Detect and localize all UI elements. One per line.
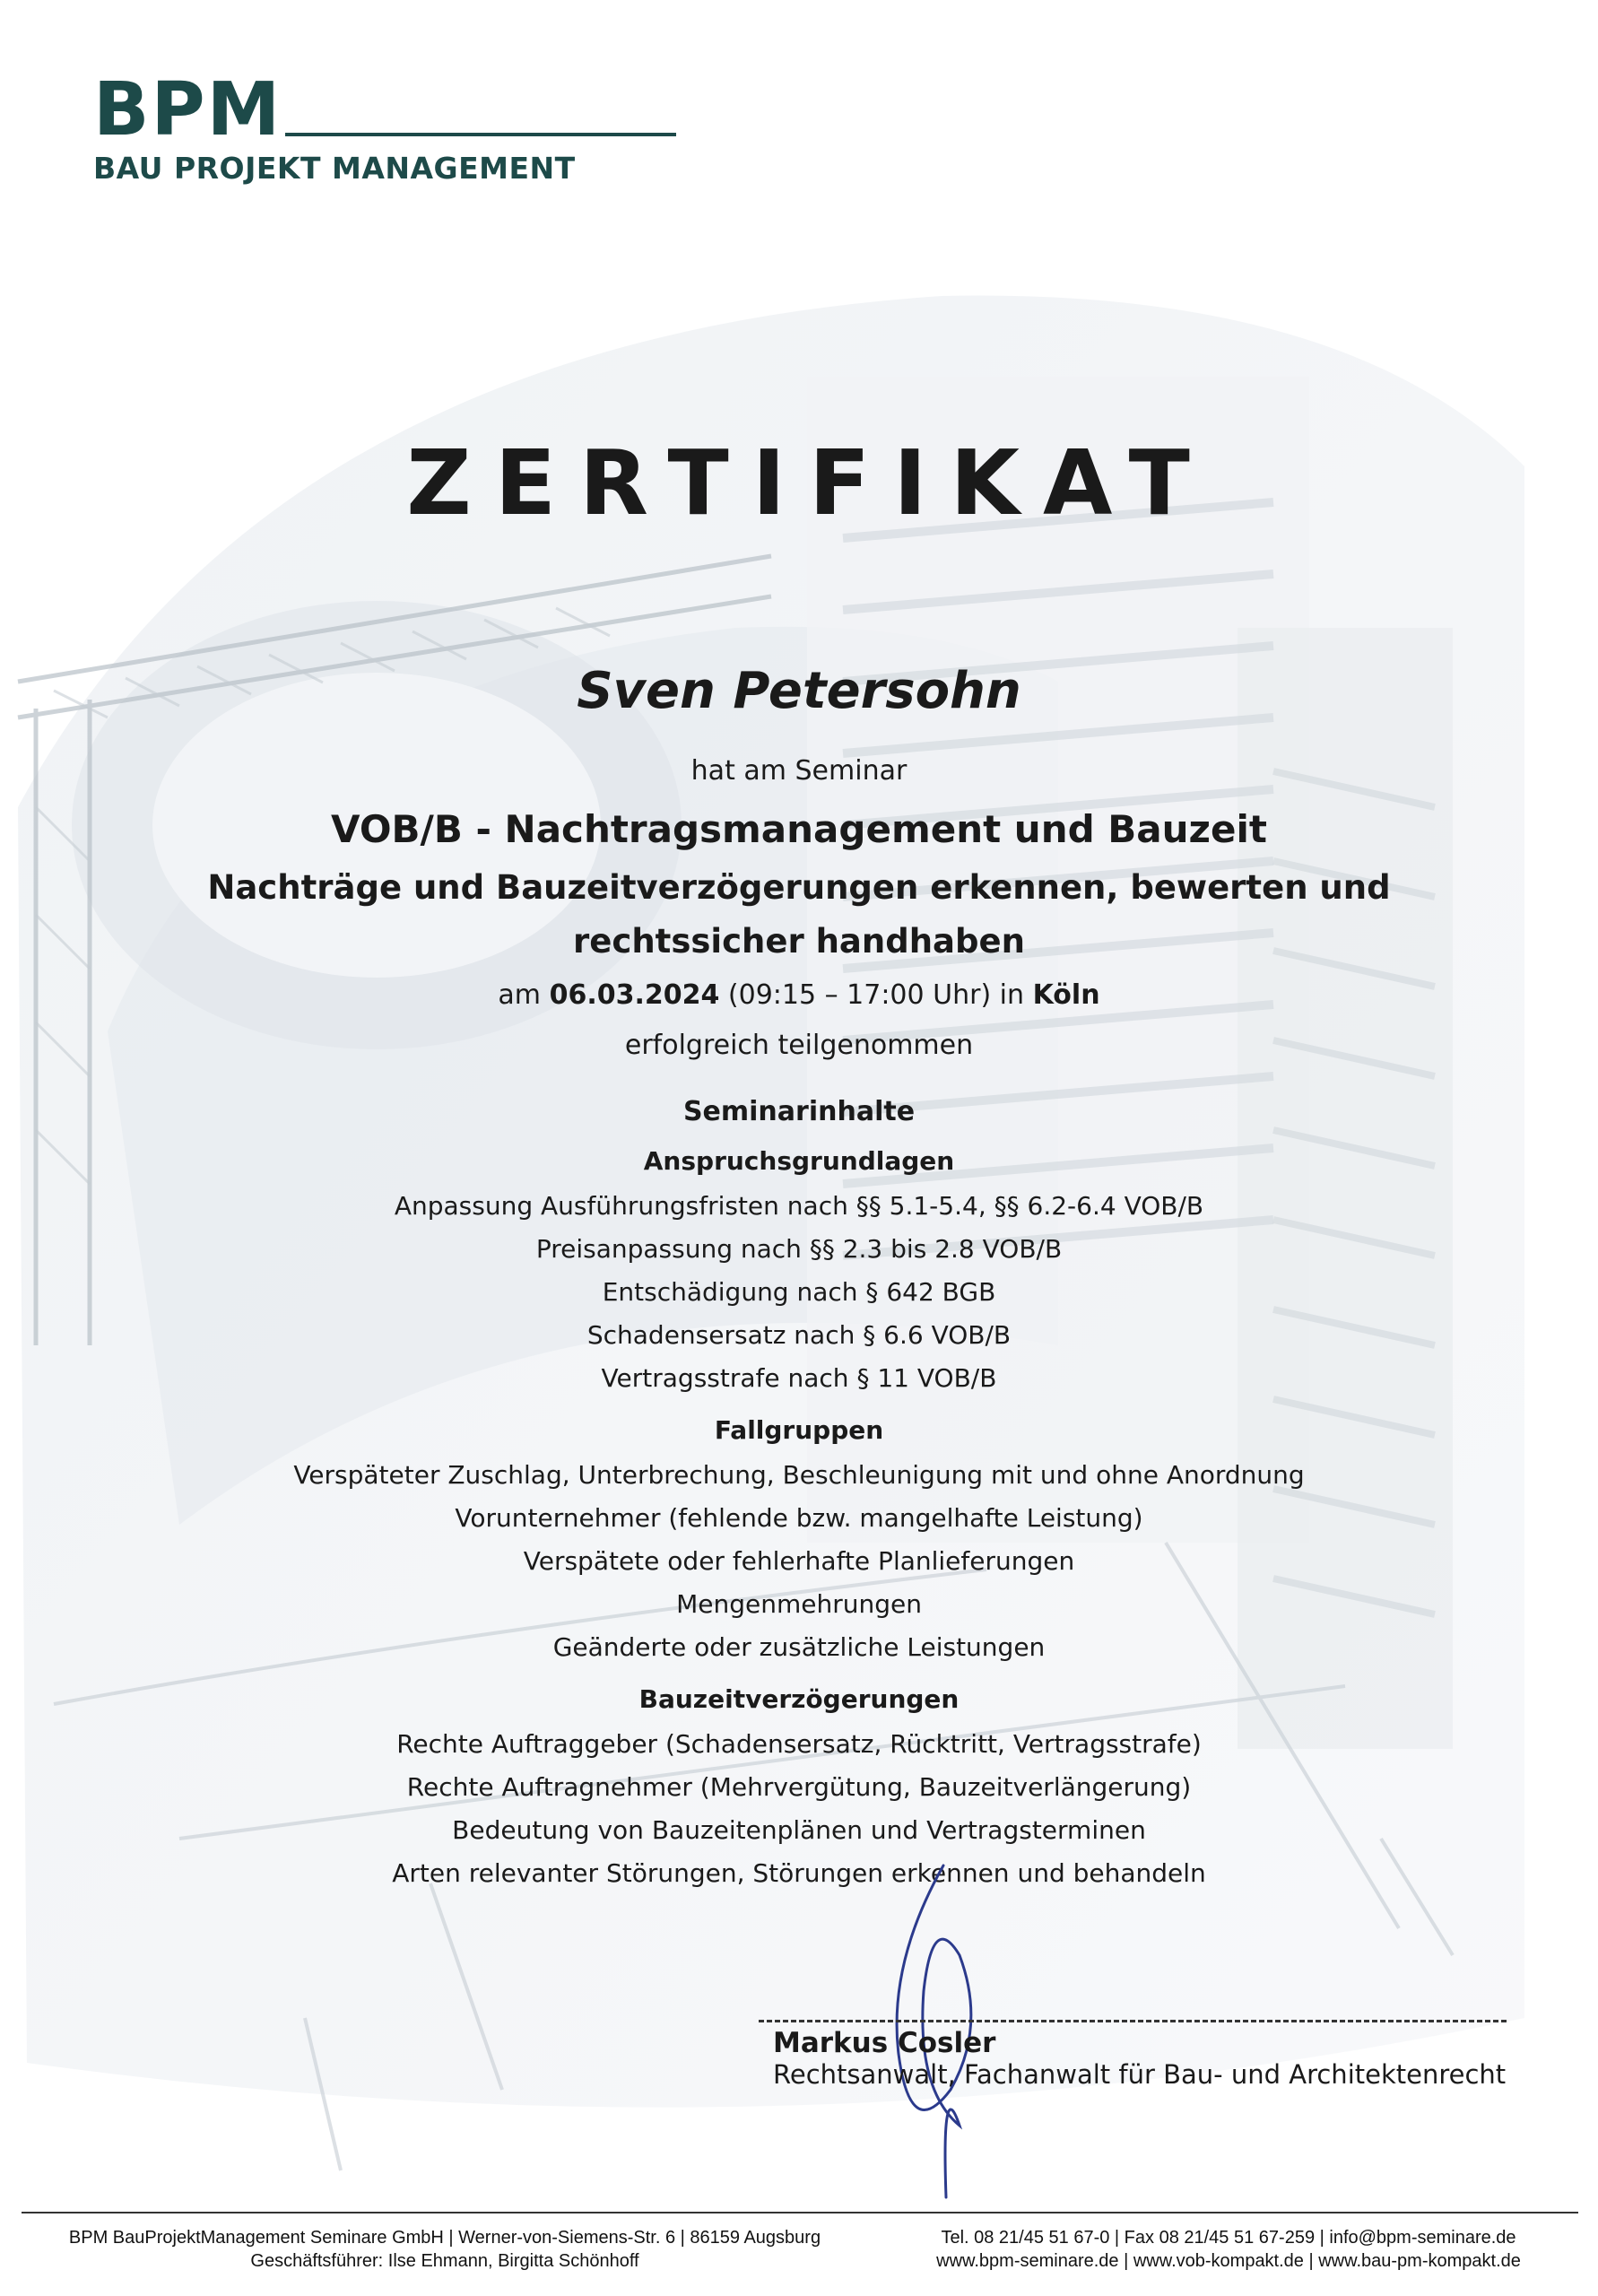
footer-company-info [32, 2226, 857, 2273]
list-item: Vertragsstrafe nach § 11 VOB/B [601, 1363, 997, 1393]
outro-text: erfolgreich teilgenommen [624, 1030, 974, 1061]
section-heading: Fallgruppen [714, 1415, 884, 1445]
signatory-name: Markus Cosler [773, 2027, 996, 2059]
footer-address: BPM BauProjektManagement Seminare GmbH | Werner-von-Siemens-Str. 6 | 86159 Augsburg [68, 2228, 821, 2248]
company-logo [93, 67, 576, 186]
footer-managers: Geschäftsführer: Ilse Ehmann, Birgitta Schönhoff [250, 2251, 639, 2271]
list-item: Geänderte oder zusätzliche Leistungen [552, 1632, 1046, 1662]
seminar-city: Köln [1032, 979, 1100, 1011]
seminar-date: 06.03.2024 [549, 979, 720, 1011]
intro-text: hat am Seminar [690, 755, 908, 787]
section-heading: Bauzeitverzögerungen [638, 1684, 960, 1714]
signature-line [759, 2020, 1507, 2022]
list-item: Rechte Auftragnehmer (Mehrvergütung, Bauzeitverlängerung) [406, 1772, 1192, 1802]
list-item: Verspätete oder fehlerhafte Planlieferungen [523, 1546, 1075, 1576]
certificate-title: ZERTIFIKAT [406, 430, 1213, 535]
logo-rule [285, 133, 676, 136]
footer-contact-info [906, 2226, 1551, 2273]
list-item: Mengenmehrungen [676, 1589, 922, 1619]
list-item: Schadensersatz nach § 6.6 VOB/B [586, 1320, 1012, 1350]
date-prefix: am [498, 979, 550, 1011]
list-item: Preisanpassung nach §§ 2.3 bis 2.8 VOB/B [535, 1234, 1063, 1264]
signatory-role: Rechtsanwalt, Fachanwalt für Bau- und Architektenrecht [773, 2059, 1507, 2090]
seminar-subtitle-line1: Nachträge und Bauzeitverzögerungen erkennen, bewerten und [207, 868, 1391, 907]
list-item: Rechte Auftraggeber (Schadensersatz, Rücktritt, Vertragsstrafe) [396, 1729, 1202, 1759]
seminar-time: (09:15 – 17:00 Uhr) in [719, 979, 1033, 1011]
list-item: Arten relevanter Störungen, Störungen erkennen und behandeln [392, 1858, 1206, 1888]
seminar-date-line [0, 979, 1598, 1011]
seminar-subtitle-line2: rechtssicher handhaben [573, 922, 1025, 961]
contents-heading: Seminarinhalte [682, 1096, 916, 1127]
footer-websites: www.bpm-seminare.de | www.vob-kompakt.de | www.bau-pm-kompakt.de [936, 2251, 1521, 2271]
section-heading: Anspruchsgrundlagen [643, 1146, 955, 1176]
list-item: Vorunternehmer (fehlende bzw. mangelhafte Leistung) [455, 1503, 1143, 1533]
footer-phone-email: Tel. 08 21/45 51 67-0 | Fax 08 21/45 51 67-259 | info@bpm-seminare.de [941, 2228, 1516, 2248]
list-item: Entschädigung nach § 642 BGB [602, 1277, 996, 1307]
list-item: Bedeutung von Bauzeitenplänen und Vertragsterminen [452, 1815, 1146, 1845]
recipient-name: Sven Petersohn [577, 662, 1021, 720]
logo-mark: BPM [93, 67, 282, 152]
logo-subtitle: BAU PROJEKT MANAGEMENT [93, 151, 576, 186]
footer-divider [22, 2212, 1578, 2213]
seminar-title: VOB/B - Nachtragsmanagement und Bauzeit [331, 807, 1267, 851]
list-item: Verspäteter Zuschlag, Unterbrechung, Beschleunigung mit und ohne Anordnung [293, 1460, 1305, 1490]
list-item: Anpassung Ausführungsfristen nach §§ 5.1-5.4, §§ 6.2-6.4 VOB/B [394, 1191, 1204, 1221]
